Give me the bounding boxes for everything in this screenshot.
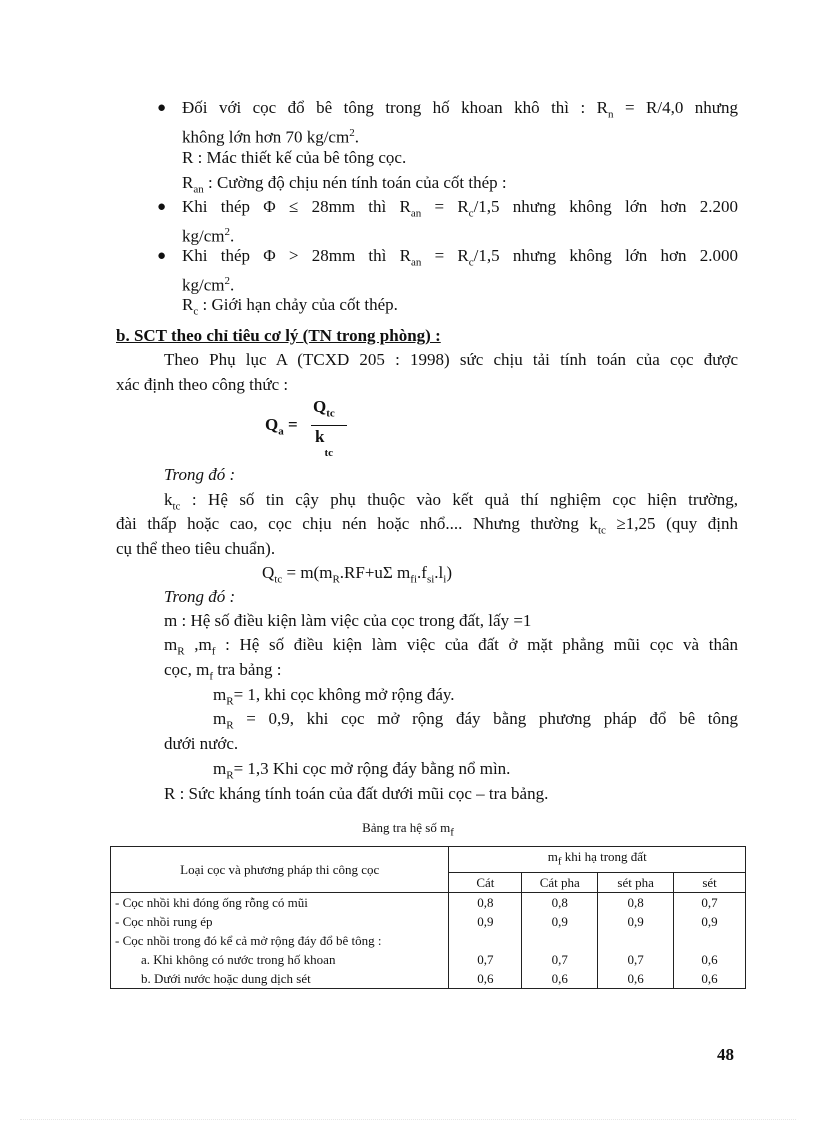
bullet-3-line-2: $kg/cm^2$. <box>182 275 235 295</box>
intro-line-1: Theo Phụ lục A (TCXD 205 : 1998) sức chịu tải tính toán của cọc được <box>164 350 738 369</box>
formula-numerator: $Q_{tc}$ <box>313 397 335 420</box>
section-heading: b. SCT theo chỉ tiêu cơ lý (TN trong phòng) : <box>116 326 441 345</box>
column-header-clay: sét <box>674 872 746 892</box>
cell-value: 0,6 <box>674 969 746 989</box>
cell-value: 0,7 <box>674 892 746 912</box>
bullet-2-line-2: $kg/cm^2$. <box>182 226 235 246</box>
footer-divider <box>20 1119 796 1120</box>
ktc-line-2: đài thấp hoặc cao, cọc chịu nén hoặc nhổ.... Nhưng thường $k_{tc} \ge 1,25$ (quy định <box>116 514 739 537</box>
cell-value <box>598 931 674 950</box>
column-header-sand: Cát <box>449 872 522 892</box>
cell-value: 0,7 <box>598 950 674 969</box>
ktc-line-1: $k_{tc}$ : Hệ số tin cậy phụ thuộc vào kết quả thí nghiệm cọc hiện trường, <box>164 490 738 513</box>
cell-value: 0,8 <box>449 892 522 912</box>
qa-formula <box>265 397 385 459</box>
cell-value: 0,7 <box>449 950 522 969</box>
row-label: - Cọc nhồi rung ép <box>111 912 449 931</box>
bullet-icon: ● <box>157 199 167 215</box>
bullet-1-line-2: không lớn hơn 70 $kg/cm^2$. <box>182 127 359 147</box>
mf-coefficient-table <box>110 846 746 989</box>
cell-value: 0,8 <box>598 892 674 912</box>
cell-value: 0,9 <box>674 912 746 931</box>
bullet-icon: ● <box>157 248 167 264</box>
mr-mf-line-2: cọc, $m_f$ tra bảng : <box>164 660 282 683</box>
row-label: - Cọc nhồi trong đó kể cả mở rộng đáy đổ bê tông : <box>111 931 449 950</box>
intro-line-2: xác định theo công thức : <box>116 375 289 394</box>
ktc-line-3: cụ thể theo tiêu chuẩn). <box>116 539 276 558</box>
cell-value <box>449 931 522 950</box>
trong-do-label-1: Trong đó : <box>164 465 236 484</box>
mr-case-2-cont: dưới nước. <box>164 734 239 753</box>
row-label: - Cọc nhồi khi đóng ống rỗng có mũi <box>111 892 449 912</box>
mr-case-3: $m_R= 1,3$ Khi cọc mở rộng đáy bằng nổ mìn. <box>213 759 511 782</box>
r-definition-2: R : Sức kháng tính toán của đất dưới mũi cọc – tra bảng. <box>164 784 549 803</box>
mr-case-1: $m_R= 1$, khi cọc không mở rộng đáy. <box>213 685 455 708</box>
cell-value: 0,9 <box>449 912 522 931</box>
cell-value <box>674 931 746 950</box>
cell-value <box>522 931 598 950</box>
bullet-3-line-1: Khi thép Φ > 28mm thì $R_{an} = R_c/1,5$ nhưng không lớn hơn 2.000 <box>182 246 739 269</box>
def-ran: $R_{an}$ : Cường độ chịu nén tính toán của cốt thép : <box>182 173 507 196</box>
qtc-formula: $Q_{tc} = m(m_R.RF+u\Sigma$ $m_{fi}.f_{si}.l_i$) <box>262 563 452 586</box>
cell-value: 0,7 <box>522 950 598 969</box>
def-rc: $R_c$ : Giới hạn chảy của cốt thép. <box>182 295 398 318</box>
column-header-group: $m_f$ khi hạ trong đất <box>449 847 746 873</box>
page-number: 48 <box>717 1045 734 1064</box>
cell-value: 0,9 <box>598 912 674 931</box>
formula-lhs: $Q_a$ = <box>265 415 298 438</box>
cell-value: 0,6 <box>449 969 522 989</box>
column-header-sandy-loam: Cát pha <box>522 872 598 892</box>
def-r: R : Mác thiết kế của bê tông cọc. <box>182 148 407 167</box>
cell-value: 0,6 <box>598 969 674 989</box>
fraction-bar <box>311 425 347 426</box>
trong-do-label-2: Trong đó : <box>164 587 236 606</box>
cell-value: 0,6 <box>522 969 598 989</box>
table-header-row <box>111 847 746 873</box>
table-row <box>111 892 746 912</box>
table-caption: Bảng tra hệ số $m_f$ <box>362 820 454 839</box>
mr-case-2: $m_R = 0,9$, khi cọc mở rộng đáy bằng phương pháp đổ bê tông <box>213 709 738 732</box>
column-header-main: Loại cọc và phương pháp thi công cọc <box>111 847 449 893</box>
bullet-icon: ● <box>157 100 167 116</box>
mr-mf-line-1: $m_R$ $,m_f$ : Hệ số điều kiện làm việc của đất ở mặt phẳng mũi cọc và thân <box>164 635 738 658</box>
row-label: b. Dưới nước hoặc dung dịch sét <box>111 969 449 989</box>
bullet-2-line-1: Khi thép Φ ≤ 28mm thì $R_{an} = R_c/1,5$ nhưng không lớn hơn 2.200 <box>182 197 739 220</box>
bullet-1-line-1: Đối với cọc đổ bê tông trong hố khoan khô thì : $R_n = R/4,0$ nhưng <box>182 98 738 121</box>
row-label: a. Khi không có nước trong hố khoan <box>111 950 449 969</box>
cell-value: 0,8 <box>522 892 598 912</box>
m-definition: m : Hệ số điều kiện làm việc của cọc trong đất, lấy =1 <box>164 611 532 630</box>
table-row <box>111 912 746 931</box>
table-row <box>111 950 746 969</box>
cell-value: 0,6 <box>674 950 746 969</box>
formula-denominator: $k_{tc}$ <box>315 427 334 460</box>
cell-value: 0,9 <box>522 912 598 931</box>
table-row <box>111 931 746 950</box>
column-header-clay-loam: sét pha <box>598 872 674 892</box>
table-row <box>111 969 746 989</box>
